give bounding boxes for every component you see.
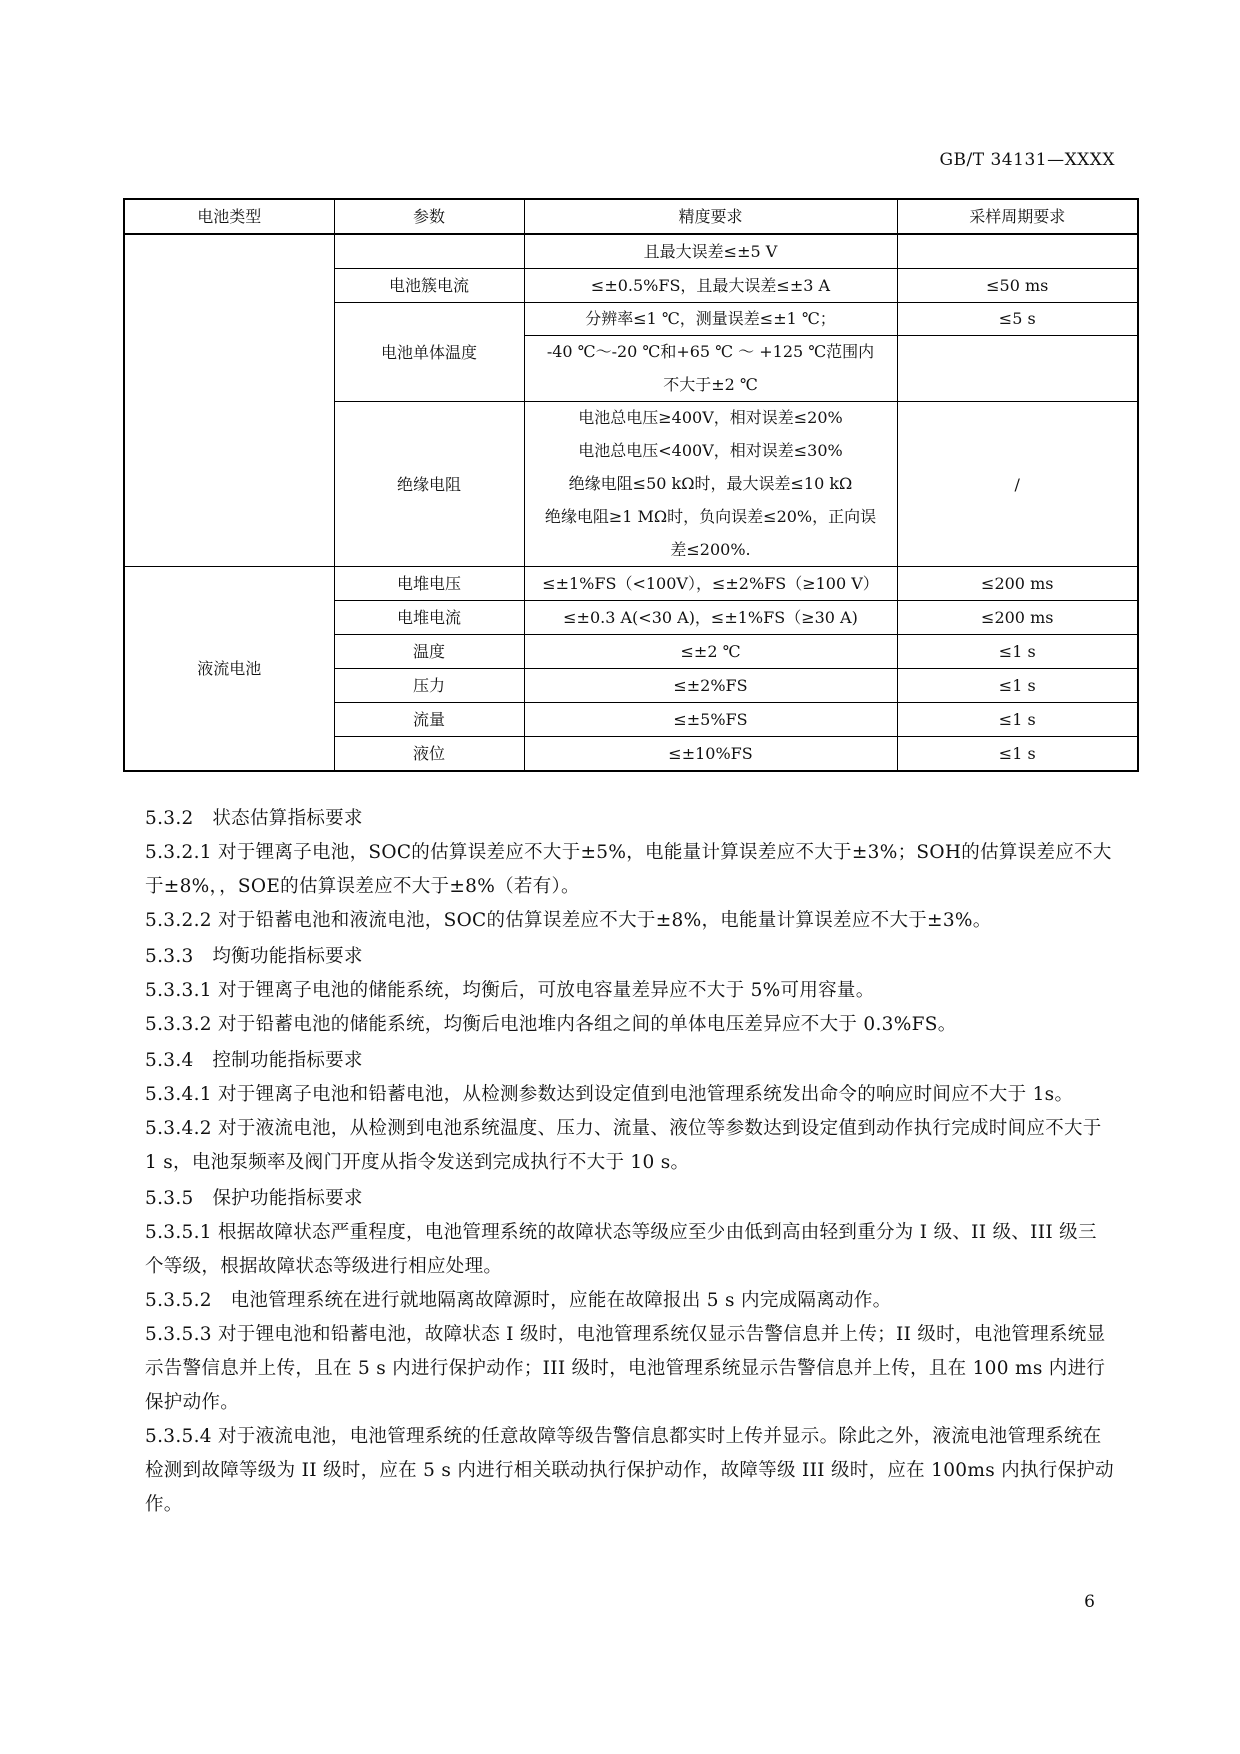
accuracy-cell: ≤±2 ℃ xyxy=(524,635,897,669)
accuracy-cell: ≤±5%FS xyxy=(524,703,897,737)
accuracy-cell: ≤±0.5%FS，且最大误差≤±3 A xyxy=(524,269,897,303)
parameter-cell: 电池簇电流 xyxy=(334,269,524,303)
clause-5-3-4-1: 5.3.4.1 对于锂离子电池和铅蓄电池，从检测参数达到设定值到电池管理系统发出命令的响应时间应不大于 1s。 xyxy=(145,1084,1074,1105)
clause-5-3-2-2: 5.3.2.2 对于铅蓄电池和液流电池，SOC的估算误差应不大于±8%，电能量计算误差应不大于±3%。 xyxy=(145,910,992,931)
parameter-cell: 绝缘电阻 xyxy=(334,402,524,567)
section-heading-5-3-4: 5.3.4 控制功能指标要求 xyxy=(145,1050,363,1071)
accuracy-cell: 差≤200%. xyxy=(524,534,897,567)
parameter-cell: 流量 xyxy=(334,703,524,737)
page-number: 6 xyxy=(1084,1592,1095,1612)
clause-5-3-3-1: 5.3.3.1 对于锂离子电池的储能系统，均衡后，可放电容量差异应不大于 5%可用容量。 xyxy=(145,980,875,1001)
accuracy-cell: 且最大误差≤±5 V xyxy=(524,234,897,269)
accuracy-cell: 绝缘电阻≤50 kΩ时，最大误差≤10 kΩ xyxy=(524,468,897,501)
period-cell: / xyxy=(897,402,1138,567)
body-text xyxy=(145,800,1115,1522)
header-battery-type: 电池类型 xyxy=(124,199,334,234)
accuracy-cell: 不大于±2 ℃ xyxy=(524,369,897,402)
parameter-cell: 电堆电流 xyxy=(334,601,524,635)
battery-type-cell-continued xyxy=(124,234,334,567)
clause-5-3-2-1: 5.3.2.1 对于锂离子电池，SOC的估算误差应不大于±5%，电能量计算误差应不大于±3%；SOH的估算误差应不大于±8%，，SOE的估算误差应不大于±8%（若有）。 xyxy=(145,842,1112,897)
period-cell xyxy=(897,369,1138,402)
period-cell: ≤5 s xyxy=(897,303,1138,336)
clause-5-3-3-2: 5.3.3.2 对于铅蓄电池的储能系统，均衡后电池堆内各组之间的单体电压差异应不大于 0.3%FS。 xyxy=(145,1014,957,1035)
accuracy-table xyxy=(123,198,1139,772)
period-cell: ≤200 ms xyxy=(897,567,1138,601)
accuracy-cell: 分辨率≤1 ℃，测量误差≤±1 ℃； xyxy=(524,303,897,336)
parameter-cell: 液位 xyxy=(334,737,524,772)
battery-type-flow-battery: 液流电池 xyxy=(124,567,334,772)
period-cell: ≤50 ms xyxy=(897,269,1138,303)
parameter-cell: 压力 xyxy=(334,669,524,703)
table-row xyxy=(124,234,1138,269)
header-parameter: 参数 xyxy=(334,199,524,234)
clause-5-3-5-2: 5.3.5.2 电池管理系统在进行就地隔离故障源时，应能在故障报出 5 s 内完成隔离动作。 xyxy=(145,1290,892,1311)
period-cell: ≤200 ms xyxy=(897,601,1138,635)
parameter-cell: 电堆电压 xyxy=(334,567,524,601)
table-header-row xyxy=(124,199,1138,234)
section-heading-5-3-2: 5.3.2 状态估算指标要求 xyxy=(145,808,363,829)
header-accuracy: 精度要求 xyxy=(524,199,897,234)
clause-5-3-4-2: 5.3.4.2 对于液流电池，从检测到电池系统温度、压力、流量、液位等参数达到设定值到动作执行完成时间应不大于 1 s，电池泵频率及阀门开度从指令发送到完成执行不大于 10 s。 xyxy=(145,1118,1102,1173)
accuracy-cell: 电池总电压≥400V，相对误差≤20% xyxy=(524,402,897,435)
header-sampling-period: 采样周期要求 xyxy=(897,199,1138,234)
period-cell: ≤1 s xyxy=(897,635,1138,669)
accuracy-cell: -40 ℃～-20 ℃和+65 ℃ ～ +125 ℃范围内 xyxy=(524,336,897,369)
period-cell xyxy=(897,336,1138,369)
accuracy-cell: 绝缘电阻≥1 MΩ时，负向误差≤20%，正向误 xyxy=(524,501,897,534)
document-code: GB/T 34131—XXXX xyxy=(939,150,1115,170)
period-cell: ≤1 s xyxy=(897,669,1138,703)
table-row xyxy=(124,567,1138,601)
period-cell xyxy=(897,234,1138,269)
clause-5-3-5-1: 5.3.5.1 根据故障状态严重程度，电池管理系统的故障状态等级应至少由低到高由轻到重分为 I 级、II 级、III 级三个等级，根据故障状态等级进行相应处理。 xyxy=(145,1222,1097,1277)
parameter-cell: 电池单体温度 xyxy=(334,303,524,402)
clause-5-3-5-4: 5.3.5.4 对于液流电池，电池管理系统的任意故障等级告警信息都实时上传并显示。除此之外，液流电池管理系统在检测到故障等级为 II 级时，应在 5 s 内进行相关联动执行保护动作，故障等级 III 级时，应在 100ms 内执行保护动作。 xyxy=(145,1426,1114,1515)
parameter-cell xyxy=(334,234,524,269)
clause-5-3-5-3: 5.3.5.3 对于锂电池和铅蓄电池，故障状态 I 级时，电池管理系统仅显示告警信息并上传；II 级时，电池管理系统显示告警信息并上传，且在 5 s 内进行保护动作；III 级时，电池管理系统显示告警信息并上传，且在 100 ms 内进行保护动作。 xyxy=(145,1324,1106,1413)
accuracy-cell: 电池总电压<400V，相对误差≤30% xyxy=(524,435,897,468)
accuracy-cell: ≤±10%FS xyxy=(524,737,897,772)
accuracy-cell: ≤±1%FS（<100V），≤±2%FS（≥100 V） xyxy=(524,567,897,601)
accuracy-cell: ≤±0.3 A(<30 A)，≤±1%FS（≥30 A) xyxy=(524,601,897,635)
period-cell: ≤1 s xyxy=(897,737,1138,772)
period-cell: ≤1 s xyxy=(897,703,1138,737)
parameter-cell: 温度 xyxy=(334,635,524,669)
section-heading-5-3-3: 5.3.3 均衡功能指标要求 xyxy=(145,946,363,967)
accuracy-cell: ≤±2%FS xyxy=(524,669,897,703)
section-heading-5-3-5: 5.3.5 保护功能指标要求 xyxy=(145,1188,363,1209)
